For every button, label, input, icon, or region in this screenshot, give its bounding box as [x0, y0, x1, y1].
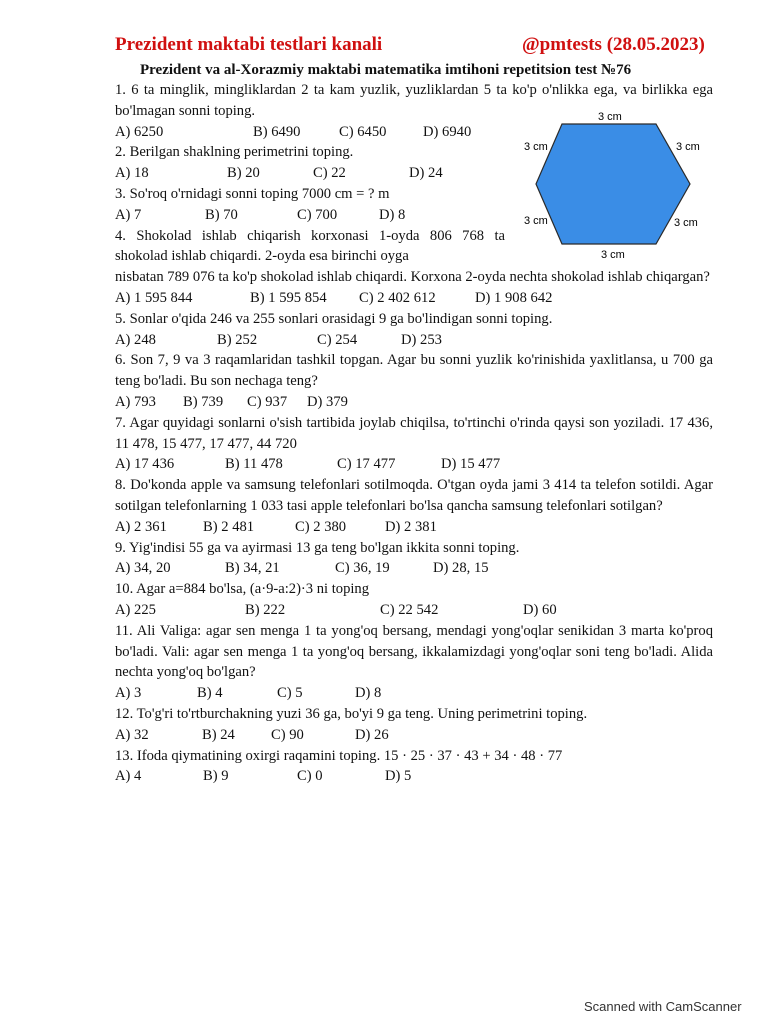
option-c[interactable]: C) 5: [277, 685, 303, 702]
side-label-lower-right: 3 cm: [674, 217, 698, 229]
side-label-top: 3 cm: [598, 111, 622, 123]
options-3: [115, 205, 713, 226]
option-d[interactable]: D) 6940: [423, 123, 472, 140]
question-7: 7. Agar quyidagi sonlarni o'sish tartibida joylab chiqilsa, to'rtinchi o'rinda qaysi son yoziladi. 17 436, 11 478, 15 477, 17 477, 44 720: [115, 414, 713, 452]
option-a[interactable]: A) 1 595 844: [115, 289, 193, 306]
options-1: [115, 122, 713, 143]
option-d[interactable]: D) 26: [355, 726, 389, 743]
option-d[interactable]: D) 2 381: [385, 518, 437, 535]
options-5: [115, 330, 713, 351]
option-c[interactable]: C) 937: [247, 393, 288, 410]
channel-handle-date: @pmtests (28.05.2023): [522, 34, 705, 55]
channel-title: Prezident maktabi testlari kanali: [115, 34, 383, 55]
question-10: 10. Agar a=884 bo'lsa, (a·9-a:2)·3 ni toping: [115, 581, 370, 598]
option-b[interactable]: B) 1 595 854: [250, 289, 327, 306]
option-c[interactable]: C) 22: [313, 165, 346, 182]
option-c[interactable]: C) 36, 19: [335, 560, 390, 577]
option-b[interactable]: B) 2 481: [203, 518, 255, 535]
options-10: [115, 600, 713, 621]
option-a[interactable]: A) 17 436: [115, 456, 175, 473]
option-b[interactable]: B) 739: [183, 393, 224, 410]
option-a[interactable]: A) 225: [115, 601, 156, 618]
option-d[interactable]: D) 253: [401, 331, 442, 348]
side-label-upper-right: 3 cm: [676, 141, 700, 153]
question-2: 2. Berilgan shaklning perimetrini toping.: [115, 144, 354, 161]
question-13: 13. Ifoda qiymatining oxirgi raqamini toping. 15 · 25 · 37 · 43 + 34 · 48 · 77: [115, 747, 563, 764]
options-13: [115, 766, 713, 787]
option-d[interactable]: D) 8: [379, 206, 406, 223]
option-b[interactable]: B) 34, 21: [225, 560, 280, 577]
question-11: 11. Ali Valiga: agar sen menga 1 ta yong'oq bersang, mendagi yong'oqlar senikidan 3 marta ko'proq bo'ladi. Vali: agar sen menga 1 ta yong'oq bersang, ikkalamizdagi yong'oqlar soni teng bo'ladi. Alida nechta yong'oq bo'lgan?: [115, 622, 713, 681]
option-b[interactable]: B) 252: [217, 331, 258, 348]
option-b[interactable]: B) 11 478: [225, 456, 283, 473]
options-11: [115, 683, 713, 704]
option-c[interactable]: C) 700: [297, 206, 338, 223]
option-a[interactable]: A) 6250: [115, 123, 164, 140]
question-9: 9. Yig'indisi 55 ga va ayirmasi 13 ga teng bo'lgan ikkita sonni toping.: [115, 539, 520, 556]
option-a[interactable]: A) 2 361: [115, 518, 167, 535]
option-a[interactable]: A) 3: [115, 685, 142, 702]
option-b[interactable]: B) 222: [245, 601, 286, 618]
option-c[interactable]: C) 22 542: [380, 601, 439, 618]
options-6: [115, 392, 713, 413]
side-label-bottom: 3 cm: [601, 249, 625, 261]
option-a[interactable]: A) 4: [115, 768, 142, 785]
question-8: 8. Do'konda apple va samsung telefonlari sotilmoqda. O'tgan oyda jami 3 414 ta telefon sotildi. Agar sotilgan telefonlarning 1 033 tasi apple telefonlari bo'lsa qancha samsung telefonlari sotilgan?: [115, 477, 713, 514]
option-c[interactable]: C) 0: [297, 768, 323, 785]
option-b[interactable]: B) 70: [205, 206, 238, 223]
options-9: [115, 558, 713, 579]
question-12: 12. To'g'ri to'rtburchakning yuzi 36 ga, bo'yi 9 ga teng. Uning perimetrini toping.: [115, 705, 588, 722]
option-b[interactable]: B) 24: [202, 726, 235, 743]
options-12: [115, 725, 713, 746]
option-d[interactable]: D) 379: [307, 393, 348, 410]
options-4: [115, 288, 713, 309]
side-label-lower-left: 3 cm: [524, 215, 548, 227]
option-d[interactable]: D) 5: [385, 768, 412, 785]
option-d[interactable]: D) 15 477: [441, 456, 501, 473]
test-subtitle: Prezident va al-Xorazmiy maktabi matematika imtihoni repetitsion test №76: [140, 62, 632, 78]
question-1: 1. 6 ta minglik, mingliklardan 2 ta kam yuzlik, yuzliklardan 5 ta ko'p o'nlikka ega, va birlikka ega bo'lmagan sonni toping.: [115, 82, 713, 119]
option-b[interactable]: B) 4: [197, 685, 223, 702]
option-a[interactable]: A) 7: [115, 206, 142, 223]
option-d[interactable]: D) 60: [523, 601, 557, 618]
question-5: 5. Sonlar o'qida 246 va 255 sonlari orasidagi 9 ga bo'lindigan sonni toping.: [115, 310, 553, 327]
question-4-part1: 4. Shokolad ishlab chiqarish korxonasi 1-oyda 806 768 ta shokolad ishlab chiqardi. 2-oyda esa birinchi oyga: [115, 227, 505, 265]
option-c[interactable]: C) 90: [271, 726, 304, 743]
option-d[interactable]: D) 8: [355, 685, 382, 702]
option-b[interactable]: B) 6490: [253, 123, 301, 140]
option-d[interactable]: D) 1 908 642: [475, 289, 553, 306]
option-c[interactable]: C) 17 477: [337, 456, 396, 473]
options-7: [115, 454, 713, 475]
option-d[interactable]: D) 28, 15: [433, 560, 489, 577]
questions-list: [115, 80, 713, 787]
scanner-watermark: Scanned with CamScanner: [584, 999, 742, 1014]
option-a[interactable]: A) 248: [115, 331, 156, 348]
question-4-part2: nisbatan 789 076 ta ko'p shokolad ishlab chiqardi. Korxona 2-oyda nechta shokolad ishlab chiqargan?: [115, 269, 710, 286]
side-label-upper-left: 3 cm: [524, 141, 548, 153]
option-c[interactable]: C) 2 402 612: [359, 289, 436, 306]
option-c[interactable]: C) 254: [317, 331, 358, 348]
option-a[interactable]: A) 34, 20: [115, 560, 171, 577]
option-a[interactable]: A) 18: [115, 165, 149, 182]
option-b[interactable]: B) 9: [203, 768, 229, 785]
option-a[interactable]: A) 32: [115, 726, 149, 743]
option-d[interactable]: D) 24: [409, 165, 443, 182]
question-3: 3. So'roq o'rnidagi sonni toping 7000 cm = ? m: [115, 185, 390, 202]
question-6: 6. Son 7, 9 va 3 raqamlaridan tashkil topgan. Agar bu sonni yuzlik ko'rinishida yaxlitlansa, u 700 ga teng bo'ladi. Bu son nechaga teng?: [115, 352, 713, 390]
option-a[interactable]: A) 793: [115, 393, 156, 410]
options-2: [115, 163, 713, 184]
option-c[interactable]: C) 6450: [339, 123, 387, 140]
options-8: [115, 517, 713, 538]
option-c[interactable]: C) 2 380: [295, 518, 347, 535]
option-b[interactable]: B) 20: [227, 165, 260, 182]
